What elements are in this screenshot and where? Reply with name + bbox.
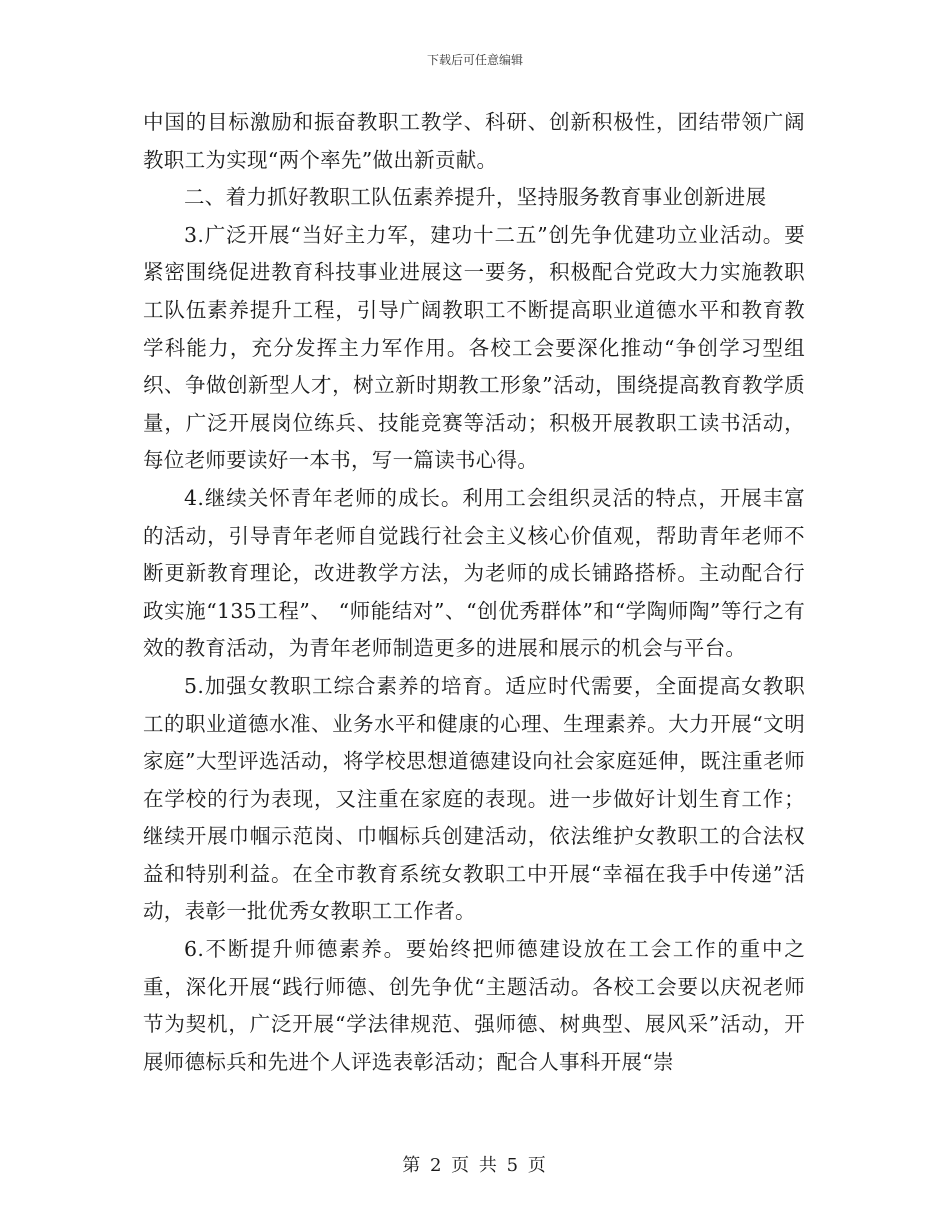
section-heading: 二、着力抓好教职工队伍素养提升，坚持服务教育事业创新进展 bbox=[184, 185, 767, 210]
paragraph: 3.广泛开展“当好主力军，建功十二五”创先争优建功立业活动。要紧密围绕促进教育科技事业进展这一要务，积极配合党政大力实施教职工队伍素养提升工程，引导广阔教职工不断提高职业道德水平和教育教学科能力，充分发挥主力军作用。各校工会要深化推动“争创学习型组织、争做创新型人才，树立新时期教工形象”活动，围绕提高教育教学质量，广泛开展岗位练兵、技能竞赛等活动；积极开展教职工读书活动，每位老师要读好一本书，写一篇读书心得。 bbox=[143, 222, 805, 473]
page-header: 下载后可任意编辑 bbox=[426, 53, 523, 67]
paragraph: 5.加强女教职工综合素养的培育。适应时代需要，全面提高女教职工的职业道德水准、业务水平和健康的心理、生理素养。大力开展“文明家庭”大型评选活动，将学校思想道德建设向社会家庭延伸，既注重老师在学校的行为表现，又注重在家庭的表现。进一步做好计划生育工作；继续开展巾帼示范岗、巾帼标兵创建活动，依法维护女教职工的合法权益和特别利益。在全市教育系统女教职工中开展“幸福在我手中传递”活动，表彰一批优秀女教职工工作者。 bbox=[143, 673, 805, 924]
page-number: 第 2 页 共 5 页 bbox=[402, 1155, 548, 1176]
paragraph: 6.不断提升师德素养。要始终把师德建设放在工会工作的重中之重，深化开展“践行师德、创先争优“主题活动。各校工会要以庆祝老师节为契机，广泛开展“学法律规范、强师德、树典型、展风采”活动，开展师德标兵和先进个人评选表彰活动；配合人事科开展“崇 bbox=[143, 937, 805, 1074]
document-body bbox=[143, 104, 805, 1081]
paragraph: 4.继续关怀青年老师的成长。利用工会组织灵活的特点，开展丰富的活动，引导青年老师自觉践行社会主义核心价值观，帮助青年老师不断更新教育理论，改进教学方法，为老师的成长铺路搭桥。主动配合行政实施“135工程”、 “师能结对”、“创优秀群体”和“学陶师陶”等行之有效的教育活动，为青年老师制造更多的进展和展示的机会与平台。 bbox=[143, 485, 805, 661]
paragraph: 中国的目标激励和振奋教职工教学、科研、创新积极性，团结带领广阔教职工为实现“两个率先”做出新贡献。 bbox=[143, 110, 805, 172]
